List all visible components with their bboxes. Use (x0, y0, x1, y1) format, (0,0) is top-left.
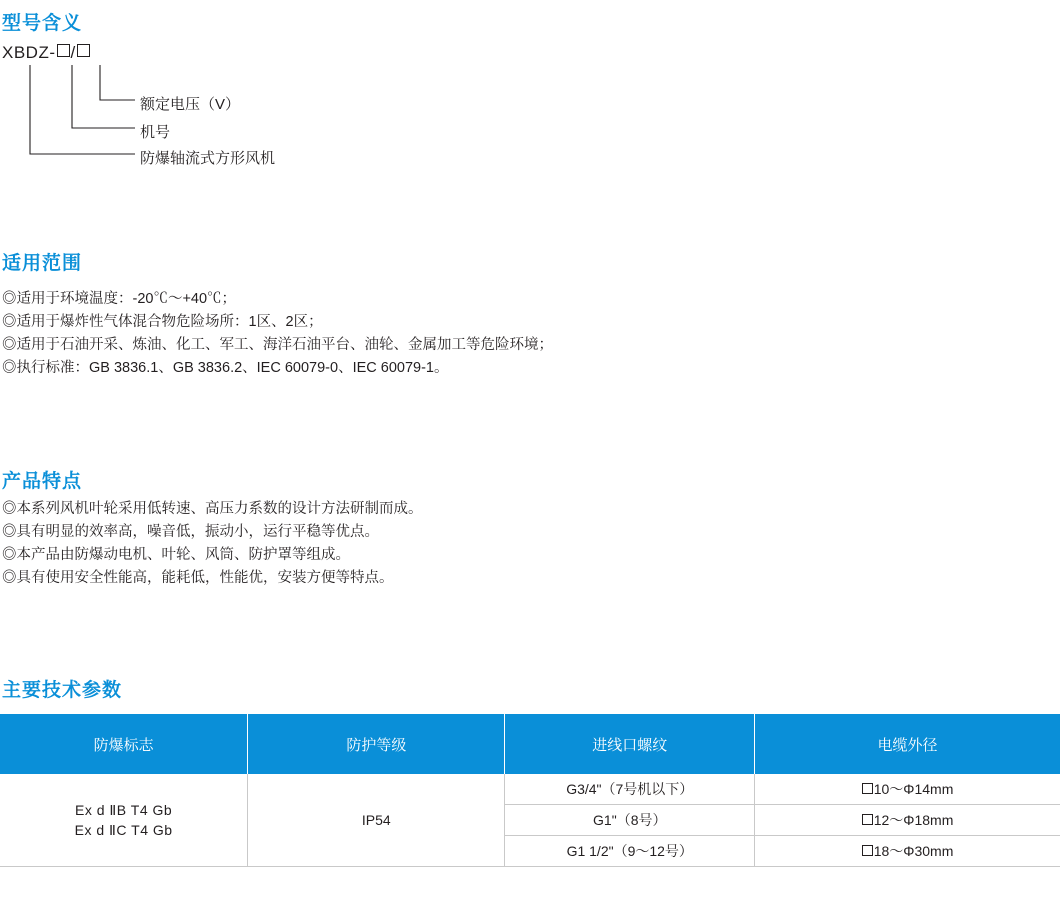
list-item: ◎本系列风机叶轮采用低转速、高压力系数的设计方法研制而成。 (2, 501, 423, 517)
cell-thread: G3/4"（7号机以下） (505, 774, 755, 805)
list-item: ◎具有明显的效率高，噪音低，振动小，运行平稳等优点。 (2, 524, 379, 540)
label-rated-voltage: 额定电压（V） (140, 96, 241, 113)
table-body (0, 774, 1060, 867)
cell-thread: G1"（8号） (505, 805, 755, 836)
cell-cable (755, 836, 1060, 867)
section-title-model: 型号含义 (2, 13, 83, 34)
list-item: ◎执行标准：GB 3836.1、GB 3836.2、IEC 60079-0、IEC 60079-1。 (2, 360, 449, 376)
cell-thread: G1 1/2"（9～12号） (505, 836, 755, 867)
label-fan-type: 防爆轴流式方形风机 (140, 150, 276, 167)
section-title-scope: 适用范围 (2, 253, 83, 274)
table-header (0, 714, 1060, 774)
cell-cable-text: 18～Φ30mm (873, 843, 954, 859)
table-header-row (0, 714, 1060, 774)
cell-cable (755, 805, 1060, 836)
cell-cable-text: 12～Φ18mm (873, 812, 954, 828)
cell-cable (755, 774, 1060, 805)
square-icon (862, 845, 873, 856)
placeholder-box-machine (57, 44, 70, 57)
spec-table (0, 714, 1060, 867)
ex-mark-line-1: Ex d ⅡB T4 Gb (75, 802, 173, 818)
ex-mark-line-2: Ex d ⅡC T4 Gb (74, 822, 173, 838)
section-title-specs: 主要技术参数 (2, 680, 123, 701)
column-header-thread: 进线口螺纹 (505, 714, 755, 774)
list-item: ◎适用于环境温度：-20℃～+40℃； (2, 291, 237, 307)
scope-list (2, 288, 553, 380)
square-icon (862, 783, 873, 794)
cell-protection: IP54 (248, 774, 505, 867)
column-header-cable: 电缆外径 (755, 714, 1060, 774)
label-machine-number: 机号 (140, 124, 171, 141)
cell-cable-text: 10～Φ14mm (873, 781, 954, 797)
section-title-features: 产品特点 (2, 471, 83, 492)
cell-ex-mark (0, 774, 248, 867)
column-header-protection: 防护等级 (248, 714, 505, 774)
features-list (2, 498, 423, 590)
square-icon (862, 814, 873, 825)
list-item: ◎适用于爆炸性气体混合物危险场所：1区、2区； (2, 314, 323, 330)
table-row (0, 774, 1060, 805)
list-item: ◎适用于石油开采、炼油、化工、军工、海洋石油平台、油轮、金属加工等危险环境； (2, 337, 553, 353)
list-item: ◎本产品由防爆动电机、叶轮、风筒、防护罩等组成。 (2, 547, 350, 563)
placeholder-box-voltage (77, 44, 90, 57)
list-item: ◎具有使用安全性能高，能耗低，性能优，安装方便等特点。 (2, 570, 394, 586)
model-code-separator: / (70, 43, 76, 62)
model-code-prefix: XBDZ- (2, 43, 56, 62)
column-header-ex-mark: 防爆标志 (0, 714, 248, 774)
